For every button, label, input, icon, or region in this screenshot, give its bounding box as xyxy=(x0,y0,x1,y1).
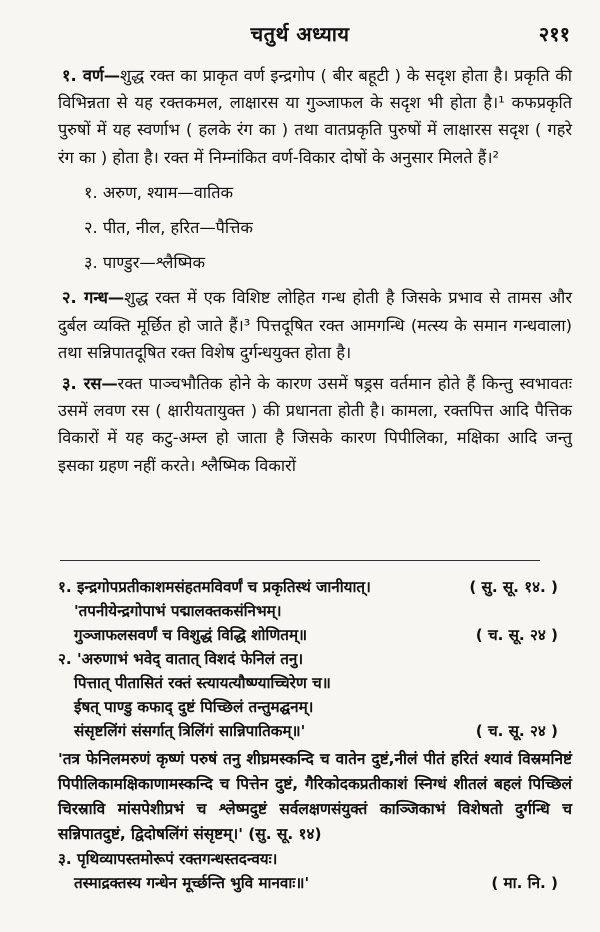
footnotes xyxy=(58,575,572,895)
paragraph-text: शुद्ध रक्त में एक विशिष्ट लोहित गन्ध होती है जिसके प्रभाव से तामस और दुर्बल व्यक्ति मूर्छित हो जाते हैं।³ पित्तदूषित रक्त आमगन्धि (मत्स्य के समान गन्धवाला) तथा सन्निपातदूषित रक्त विशेष दुर्गन्धयुक्त होता है। xyxy=(58,288,573,362)
footnote-text: गुञ्जाफलसवर्णं च विशुद्धं विद्धि शोणितम्॥ xyxy=(74,626,308,644)
dash: — xyxy=(107,288,125,308)
footnote-line xyxy=(58,575,572,599)
chapter-title: चतुर्थ अध्याय xyxy=(250,22,350,46)
section-label-rasa: ३. रस xyxy=(62,374,102,394)
list-item: २. पीत, नील, हरित—पैत्तिक xyxy=(84,218,253,238)
footnote-text: १. इन्द्रगोपप्रतीकाशमसंहतमविवर्णं च प्रकृतिस्थं जानीयात्। xyxy=(58,578,371,596)
footnote-line xyxy=(58,871,572,895)
citation: ( च. सू. २४ ) xyxy=(475,722,558,740)
citation: ( च. सू. २४ ) xyxy=(475,626,558,644)
citation: ( सु. सू. १४. ) xyxy=(469,578,558,596)
main-text xyxy=(58,62,572,479)
paragraph-text: रक्त पाञ्चभौतिक होने के कारण उसमें षड्रस वर्तमान होते हैं किन्तु स्वभावतः उसमें लवण रस ( क्षारीयतायुक्त ) की प्रधानता होती है। कामला, रक्तपित्त आदि पैत्तिक विकारों में यह कटु-अम्ल हो जाता है जिसके कारण पिपीलिका, मक्षिका आदि जन्तु इसका ग्रहण नहीं करते। श्लैष्मिक विकारों xyxy=(58,374,572,475)
list-item: ३. पाण्डुर—श्लैष्मिक xyxy=(84,253,206,273)
footnote-line: पित्तात् पीतासितं रक्तं स्त्यायत्यौष्ण्याच्चिरेण च॥ xyxy=(74,674,331,692)
footnote-text: संसृष्टलिंगं संसर्गात् त्रिलिंगं सान्निपातिकम्॥' xyxy=(74,722,306,740)
page-header xyxy=(0,20,600,50)
footnote-line xyxy=(58,623,572,647)
footnote-line: ३. पृथिव्यापस्तमोरूपं रक्तगन्धस्तदन्वयः। xyxy=(58,850,278,868)
dash: — xyxy=(103,66,121,85)
paragraph-varna xyxy=(58,62,572,171)
footnote-line: 'तपनीयेन्द्रगोपाभं पद्मालक्तकसंनिभम्। xyxy=(74,602,282,620)
paragraph-rasa xyxy=(58,370,572,479)
page-number: २११ xyxy=(538,22,570,46)
list-item: १. अरुण, श्याम—वातिक xyxy=(84,182,233,202)
footnote-line xyxy=(58,719,572,743)
section-label-varna: १. वर्ण xyxy=(62,66,104,85)
section-label-gandha: २. गन्ध xyxy=(62,288,108,308)
footnote-divider xyxy=(60,560,540,561)
footnote-line: २. 'अरुणाभं भवेद् वातात् विशदं फेनिलं तनु। xyxy=(58,650,304,668)
footnote-line: ईषत् पाण्डु कफाद् दुष्टं पिच्छिलं तन्तुमद्घनम्। xyxy=(74,698,314,716)
paragraph-text: शुद्ध रक्त का प्राकृत वर्ण इन्द्रगोप ( बीर बहूटी ) के सदृश होता है। प्रकृति की विभिन्नता से यह रक्तकमल, लाक्षारस या गुञ्जाफल के सदृश भी होता है।¹ कफप्रकृति पुरुषों में यह स्वर्णाभ ( हलके रंग का ) तथा वातप्रकृति पुरुषों में लाक्षारस सदृश ( गहरे रंग का ) होता है। रक्त में निम्नांकित वर्ण-विकार दोषों के अनुसार मिलते हैं।² xyxy=(58,66,572,167)
citation: ( मा. नि. ) xyxy=(491,874,558,892)
footnote-text: तस्माद्रक्तस्य गन्धेन मूर्च्छन्ति भुवि मानवाः॥' xyxy=(74,874,310,892)
paragraph-gandha xyxy=(58,284,572,366)
footnote-quote: 'तत्र फेनिलमरुणं कृष्णं परुषं तनु शीघ्रमस्कन्दि च वातेन दुष्टं,नीलं पीतं हरितं श्यावं विस्रमनिष्टं पिपीलिकामक्षिकाणामस्कन्दि च पित्तेन दुष्टं, गैरिकोदकप्रतीकाशं स्निग्धं शीतलं बहलं पिच्छिलं चिरस्रावि मांसपेशीप्रभं च श्लेष्मदुष्टं सर्वलक्षणसंयुक्तं काञ्जिकाभं विशेषतो दुर्गन्धि च सन्निपातदुष्टं, द्विदोषलिंगं संसृष्टम्।' (सु. सू. १४) xyxy=(58,750,572,843)
dash: — xyxy=(101,374,118,394)
